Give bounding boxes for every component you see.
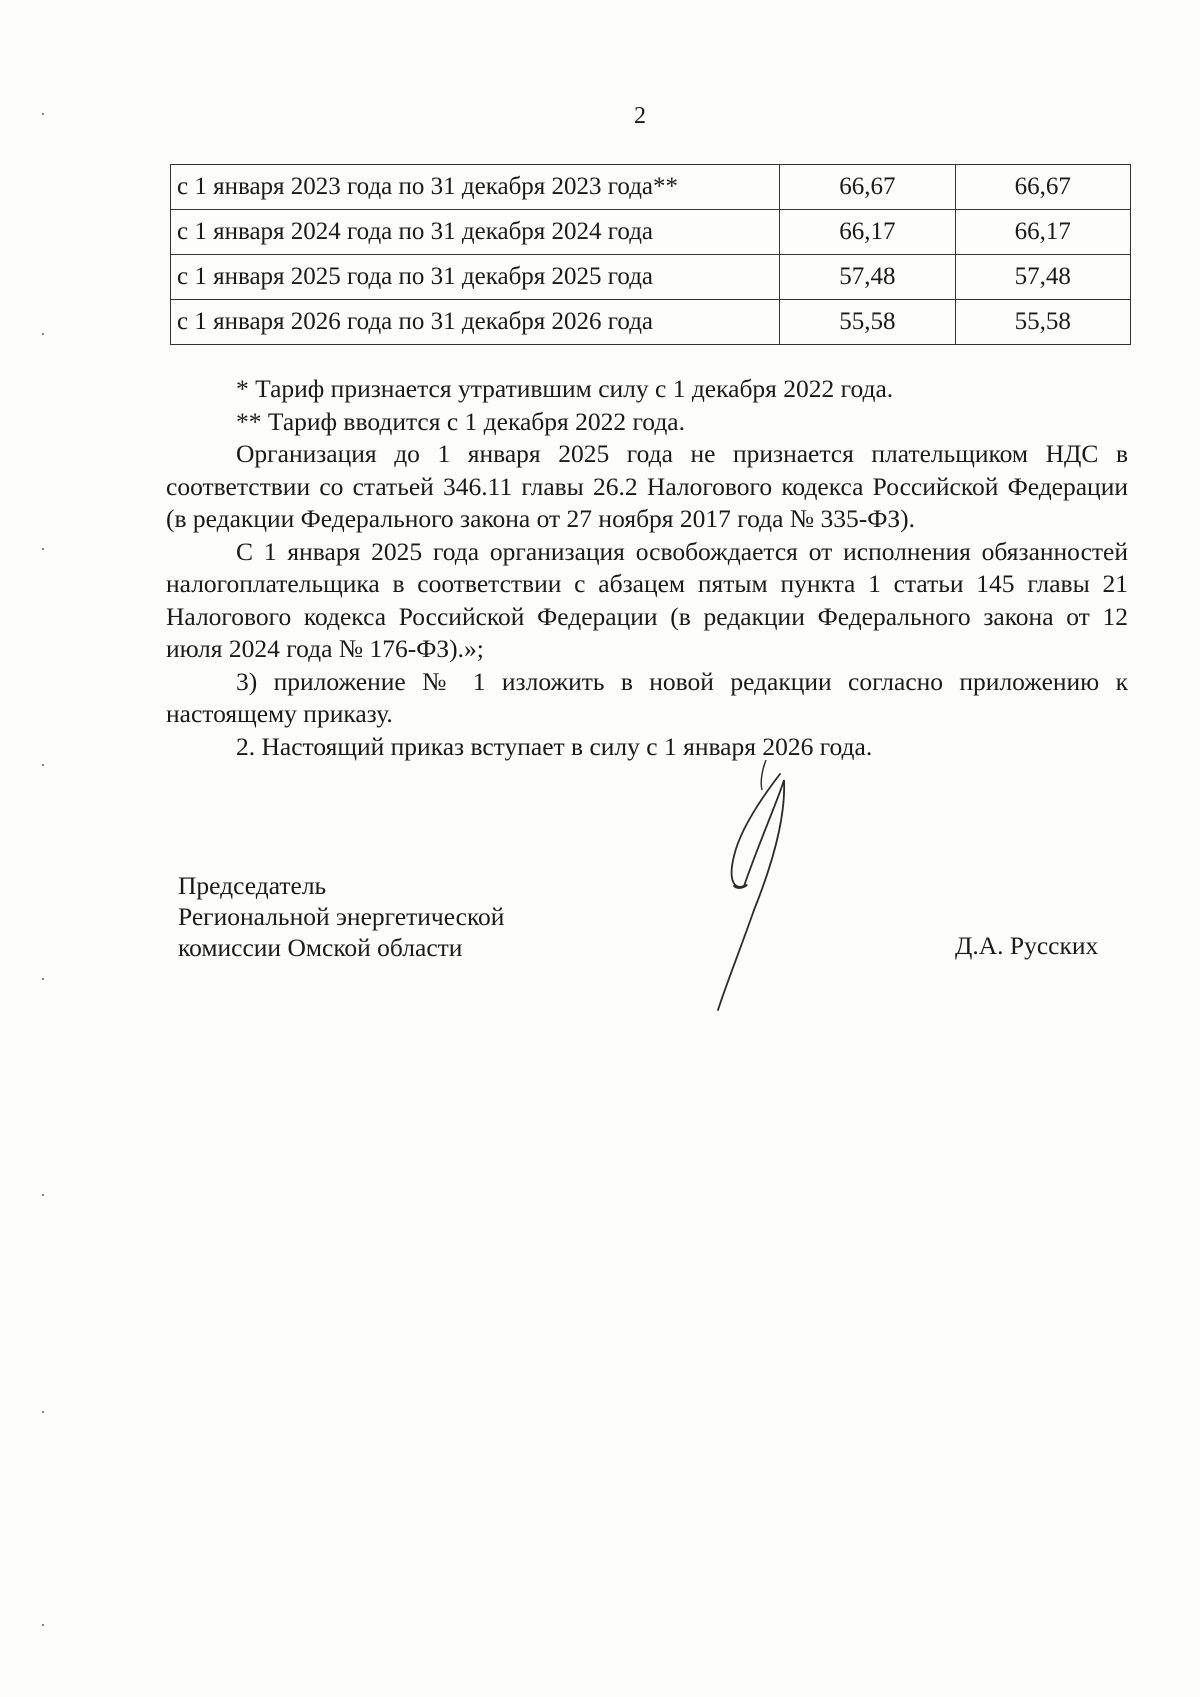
value-cell: 55,58 [780,300,955,345]
paragraph-effective-date: 2. Настоящий приказ вступает в силу с 1 января 2026 года. [236,731,873,761]
margin-mark [42,113,44,115]
margin-mark [42,764,44,766]
value-cell: 66,17 [780,210,955,255]
period-cell: с 1 января 2024 года по 31 декабря 2024 года [171,210,780,255]
value-cell: 66,67 [955,165,1130,210]
value-cell: 57,48 [780,255,955,300]
margin-mark [42,978,44,980]
signatory-title-line: Региональной энергетической [178,902,505,931]
page-number: 2 [634,103,646,129]
value-cell: 57,48 [955,255,1130,300]
margin-mark [42,1624,44,1626]
margin-mark [42,1194,44,1196]
margin-mark [42,548,44,550]
period-cell: с 1 января 2025 года по 31 декабря 2025 года [171,255,780,300]
table-row [171,210,1131,255]
margin-mark [42,333,44,335]
period-cell: с 1 января 2026 года по 31 декабря 2026 года [171,300,780,345]
signatory-name: Д.А. Русских [955,931,1099,960]
table-row [171,165,1131,210]
value-cell: 66,17 [955,210,1130,255]
table-row [171,300,1131,345]
margin-mark [42,1411,44,1413]
footnote-2: ** Тариф вводится с 1 декабря 2022 года. [236,406,685,436]
signatory-title [178,870,504,963]
handwritten-signature-icon [700,760,840,1020]
signatory-title-line: комиссии Омской области [178,933,463,962]
period-cell: с 1 января 2023 года по 31 декабря 2023 года** [171,165,780,210]
value-cell: 66,67 [780,165,955,210]
value-cell: 55,58 [955,300,1130,345]
footnote-1: * Тариф признается утратившим силу с 1 декабря 2022 года. [236,374,894,403]
paragraph-appendix: 3) приложение № 1 изложить в новой редакции согласно приложению к настоящему приказу. [166,666,1128,728]
body-text [166,373,1128,763]
paragraph-tax-exemption: С 1 января 2025 года организация освобождается от исполнения обязанностей налогоплательщика в соответствии с абзацем пятым пункта 1 статьи 145 главы 21 Налогового кодекса Российской Федерации (в редакции Федерального закона от 12 июля 2024 года № 176-ФЗ).»; [166,536,1128,663]
signatory-title-line: Председатель [178,871,327,900]
table-row [171,255,1131,300]
paragraph-vat-status: Организация до 1 января 2025 года не признается плательщиком НДС в соответствии со статьей 346.11 главы 26.2 Налогового кодекса Российской Федерации (в редакции Федерального закона от 27 ноября 2017 года № 335-ФЗ). [166,439,1128,533]
tariff-table [170,164,1131,345]
